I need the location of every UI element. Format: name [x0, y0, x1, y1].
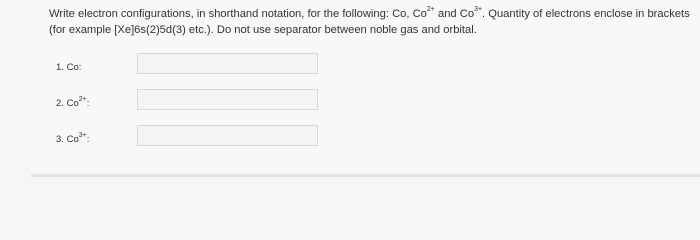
- answer-input-2[interactable]: [137, 89, 318, 110]
- charge-superscript-3plus: 3+: [474, 6, 483, 14]
- answer-input-1[interactable]: [137, 53, 318, 74]
- question-3-label: [56, 131, 90, 145]
- question-1-species: Co: [66, 62, 79, 73]
- question-2-species: Co: [66, 98, 79, 109]
- instructions-line-1-part-1: Write electron configurations, in shorthand notation, for the following: Co, Co: [49, 8, 427, 20]
- question-3-suffix: :: [86, 134, 90, 145]
- instructions-line-1: [49, 6, 699, 22]
- question-1-label: [56, 62, 81, 73]
- question-2-charge: 2+: [78, 95, 87, 103]
- question-card: [31, 0, 700, 177]
- question-1-number: 1.: [56, 62, 64, 73]
- question-1-suffix: :: [78, 62, 82, 73]
- question-2-suffix: :: [86, 98, 90, 109]
- instructions-text: [49, 6, 699, 38]
- question-2-number: 2.: [56, 98, 64, 109]
- instructions-line-1-part-3: . Quantity of electrons enclose in brackets: [482, 8, 690, 20]
- instructions-line-1-part-2: and Co: [434, 8, 475, 20]
- answer-input-3[interactable]: [137, 125, 318, 146]
- question-2-label: [56, 95, 90, 109]
- question-3-charge: 3+: [78, 131, 87, 139]
- instructions-line-2: (for example [Xe]6s(2)5d(3) etc.). Do not use separator between noble gas and orbital.: [49, 24, 477, 36]
- question-3-number: 3.: [56, 134, 64, 145]
- question-3-species: Co: [66, 134, 79, 145]
- charge-superscript-2plus: 2+: [426, 6, 435, 14]
